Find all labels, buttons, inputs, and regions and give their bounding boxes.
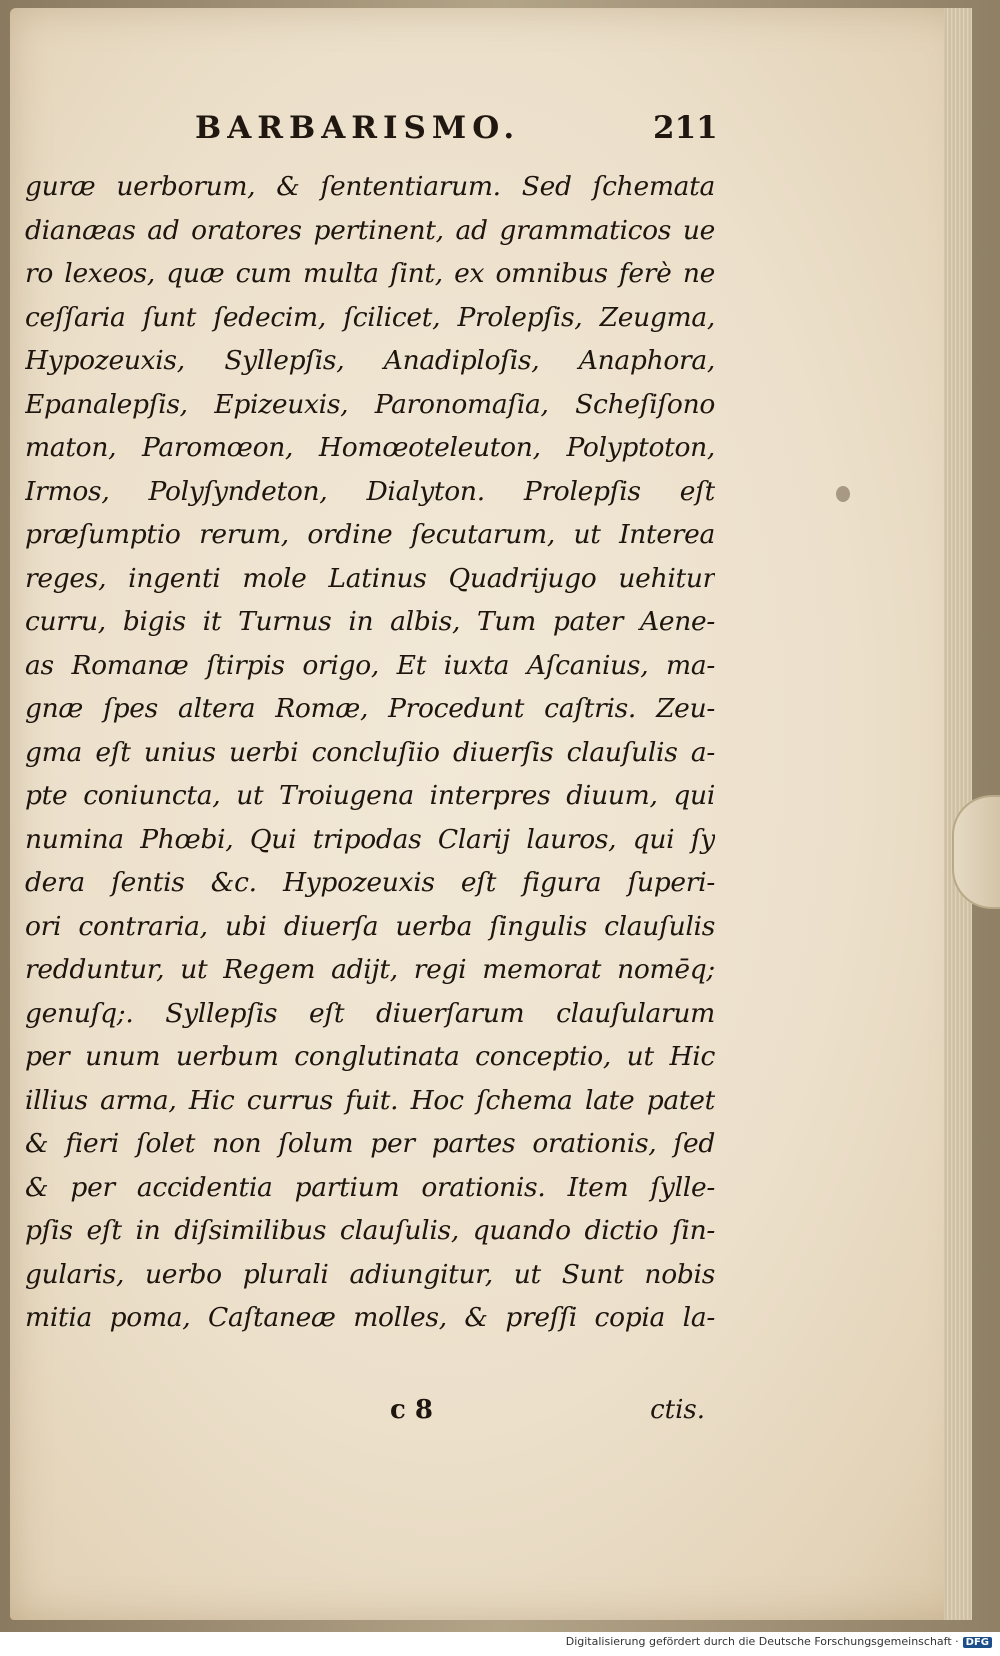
text-line: & fieri ſolet non ſolum per partes orationis, ſed — [25, 1128, 715, 1159]
text-line: curru, bigis it Turnus in albis, Tum pater Aene- — [25, 606, 715, 637]
text-line: ro lexeos, quæ cum multa ſint, ex omnibus ferè ne — [25, 258, 715, 289]
text-line: as Romanæ ſtirpis origo, Et iuxta Aſcanius, ma- — [25, 649, 715, 681]
text-line: pte coniuncta, ut Troiugena interpres diuum, qui — [25, 780, 715, 811]
text-line: reges, ingenti mole Latinus Quadrijugo uehitur — [25, 562, 715, 594]
book-clasp — [952, 795, 1000, 909]
running-head: BARBARISMO. — [195, 110, 521, 146]
digitization-credit — [566, 1635, 992, 1648]
ink-spot — [836, 486, 850, 502]
text-line: Hypozeuxis, Syllepſis, Anadiploſis, Anaphora, — [25, 345, 715, 376]
text-line: illius arma, Hic currus fuit. Hoc ſchema late patet — [25, 1084, 715, 1116]
text-line: Irmos, Polyſyndeton, Dialyton. Prolepſis eſt — [25, 475, 715, 507]
text-line: gma eſt unius uerbi concluſiio diuerſis clauſulis a- — [25, 736, 715, 768]
text-line: dianæas ad oratores pertinent, ad grammaticos ue — [25, 214, 715, 246]
dfg-logo-icon: DFG — [963, 1637, 992, 1648]
text-line: maton, Paromœon, Homœoteleuton, Polyptoton, — [25, 432, 715, 463]
text-line: mitia poma, Caſtaneæ molles, & preſſi copia la- — [25, 1302, 715, 1333]
text-line: pſis eſt in diſsimilibus clauſulis, quando dictio ſin- — [25, 1215, 715, 1246]
text-line: gularis, uerbo plurali adiungitur, ut Sunt nobis — [25, 1258, 715, 1290]
text-line: per unum uerbum conglutinata conceptio, ut Hic — [25, 1041, 715, 1072]
signature-mark: c 8 — [390, 1395, 433, 1425]
page-number: 211 — [653, 110, 718, 146]
credit-bar — [0, 1632, 1000, 1656]
text-line: gnæ ſpes altera Romæ, Procedunt caſtris. Zeu- — [25, 693, 715, 724]
text-line: ceſſaria ſunt ſedecim, ſcilicet, Prolepſis, Zeugma, — [25, 301, 715, 333]
text-line: numina Phœbi, Qui tripodas Clarij lauros, qui ſy — [25, 823, 715, 855]
text-line: genuſq;. Syllepſis eſt diuerſarum clauſularum — [25, 997, 715, 1029]
text-line: præſumptio rerum, ordine ſecutarum, ut Interea — [25, 519, 715, 550]
text-line: Epanalepſis, Epizeuxis, Paronomaſia, Scheſiſono — [25, 388, 715, 420]
page-header — [25, 110, 718, 154]
body-text — [25, 165, 715, 1340]
credit-text: Digitalisierung gefördert durch die Deutsche Forschungsgemeinschaft · — [565, 1635, 959, 1648]
catchword: ctis. — [650, 1395, 705, 1425]
page-footer — [25, 1395, 715, 1439]
text-line: redduntur, ut Regem adijt, regi memorat nomēq; — [25, 954, 715, 985]
text-line: & per accidentia partium orationis. Item ſylle- — [25, 1171, 715, 1203]
text-line: guræ uerborum, & ſententiarum. Sed ſchemata — [25, 171, 715, 202]
text-line: ori contraria, ubi diuerſa uerba ſingulis clauſulis — [25, 910, 715, 942]
text-line: dera ſentis &c. Hypozeuxis eſt figura ſuperi- — [25, 867, 715, 898]
